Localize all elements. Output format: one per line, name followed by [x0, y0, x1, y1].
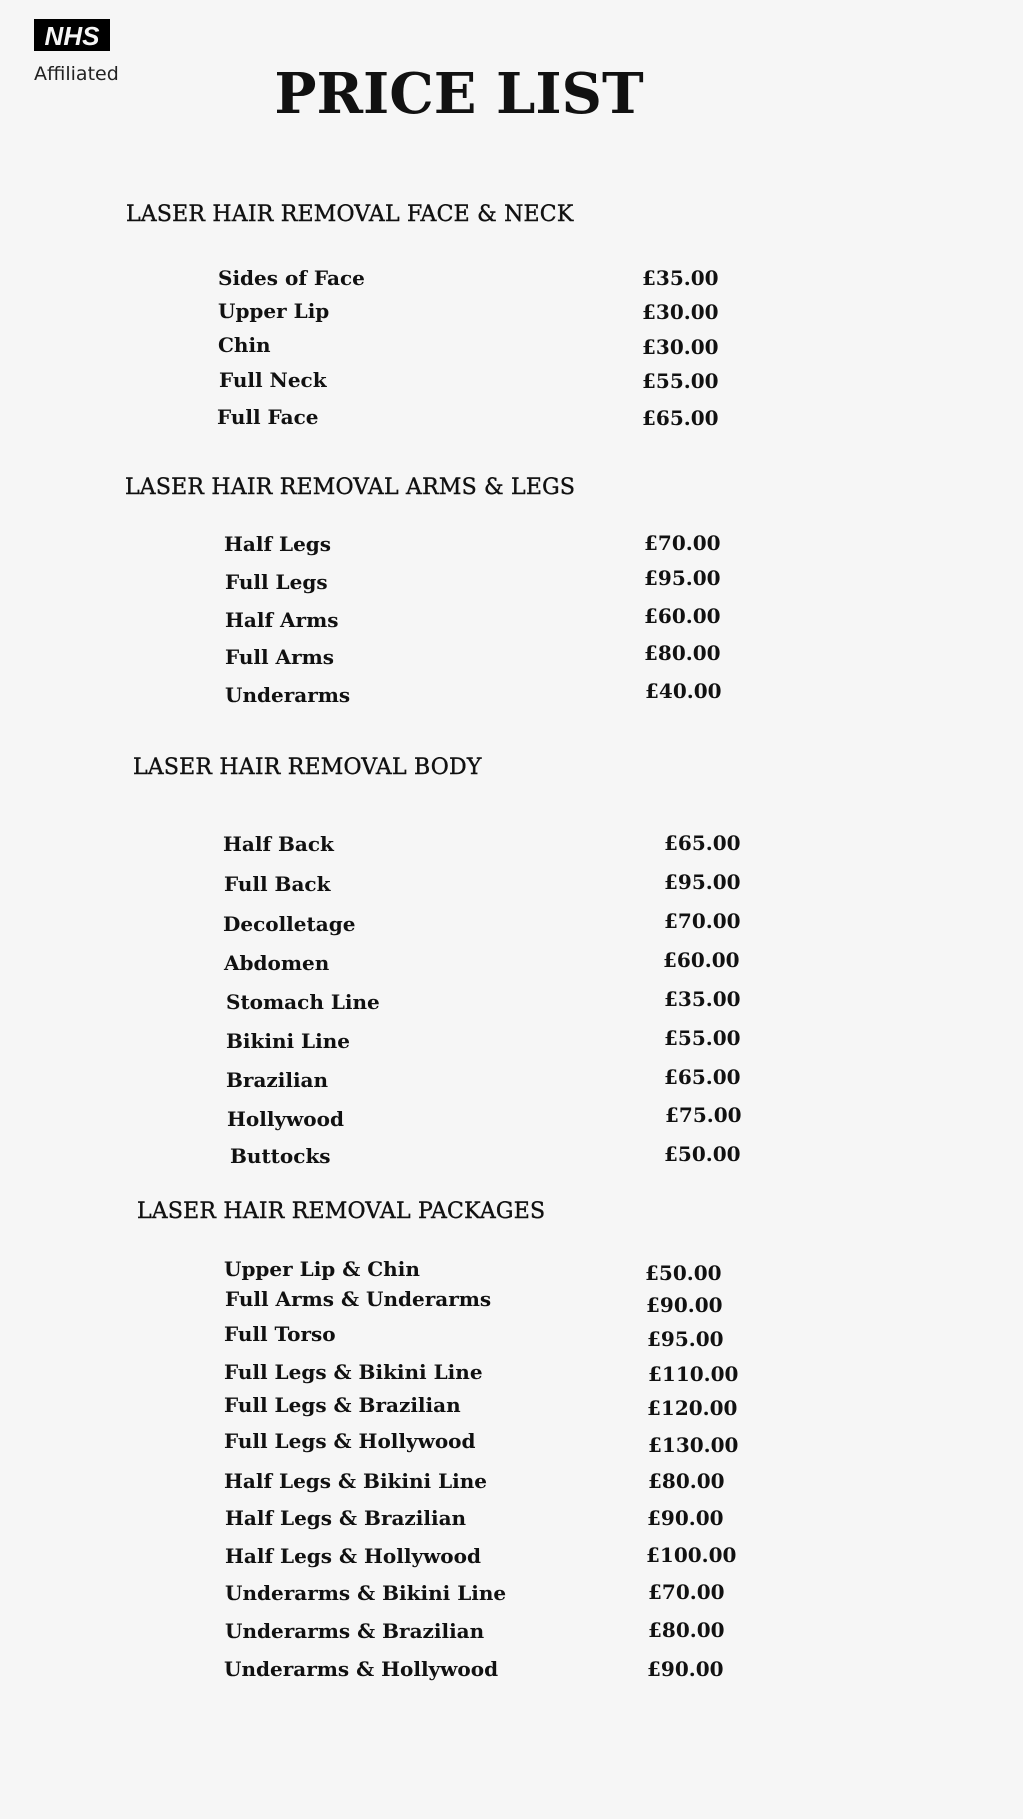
item-price: £60.00 — [644, 604, 721, 628]
item-name: Sides of Face — [218, 266, 365, 290]
item-name: Full Legs & Hollywood — [224, 1429, 476, 1453]
item-name: Hollywood — [227, 1107, 344, 1131]
item-price: £90.00 — [647, 1657, 724, 1681]
item-name: Full Arms — [225, 645, 335, 669]
item-price: £120.00 — [647, 1396, 738, 1420]
item-name: Buttocks — [230, 1144, 331, 1168]
item-name: Full Face — [217, 405, 319, 429]
section-heading-face-neck: LASER HAIR REMOVAL FACE & NECK — [126, 202, 574, 227]
item-name: Stomach Line — [226, 990, 380, 1014]
item-name: Underarms & Bikini Line — [225, 1581, 507, 1605]
item-price: £95.00 — [644, 566, 721, 590]
item-price: £55.00 — [664, 1026, 741, 1050]
item-name: Half Legs & Bikini Line — [224, 1469, 488, 1493]
item-name: Decolletage — [223, 912, 356, 936]
item-name: Half Legs & Brazilian — [225, 1506, 467, 1530]
item-name: Half Arms — [225, 608, 339, 632]
item-price: £35.00 — [642, 266, 719, 290]
item-name: Full Back — [224, 872, 331, 896]
item-price: £65.00 — [664, 1065, 741, 1089]
item-name: Chin — [218, 333, 271, 357]
item-price: £130.00 — [648, 1433, 739, 1457]
affiliated-label: Affiliated — [34, 63, 119, 85]
item-price: £70.00 — [644, 531, 721, 555]
item-name: Full Legs & Bikini Line — [224, 1360, 483, 1384]
item-name: Underarms — [225, 683, 351, 707]
item-name: Half Legs — [224, 532, 332, 556]
item-price: £50.00 — [645, 1261, 722, 1285]
item-name: Half Legs & Hollywood — [225, 1544, 481, 1568]
item-price: £65.00 — [664, 831, 741, 855]
item-price: £30.00 — [642, 300, 719, 324]
item-name: Abdomen — [224, 951, 330, 975]
item-price: £80.00 — [648, 1469, 725, 1493]
nhs-logo-text: NHS — [44, 21, 100, 51]
item-price: £80.00 — [648, 1618, 725, 1642]
section-heading-body: LASER HAIR REMOVAL BODY — [133, 755, 482, 780]
item-price: £70.00 — [648, 1580, 725, 1604]
item-name: Underarms & Brazilian — [225, 1619, 485, 1643]
item-name: Upper Lip — [218, 299, 330, 323]
item-price: £35.00 — [664, 987, 741, 1011]
item-price: £80.00 — [644, 641, 721, 665]
item-price: £90.00 — [647, 1506, 724, 1530]
item-price: £70.00 — [664, 909, 741, 933]
item-name: Brazilian — [226, 1068, 329, 1092]
item-price: £95.00 — [664, 870, 741, 894]
item-price: £95.00 — [647, 1327, 724, 1351]
item-price: £100.00 — [646, 1543, 737, 1567]
item-price: £90.00 — [646, 1293, 723, 1317]
item-price: £65.00 — [642, 406, 719, 430]
item-name: Bikini Line — [226, 1029, 350, 1053]
item-name: Underarms & Hollywood — [224, 1657, 499, 1681]
item-name: Full Arms & Underarms — [225, 1287, 492, 1311]
item-price: £60.00 — [663, 948, 740, 972]
item-name: Full Torso — [224, 1322, 336, 1346]
item-price: £50.00 — [664, 1142, 741, 1166]
item-name: Full Neck — [219, 368, 327, 392]
item-name: Half Back — [223, 832, 334, 856]
item-name: Full Legs — [225, 570, 328, 594]
item-name: Upper Lip & Chin — [224, 1257, 420, 1281]
section-heading-packages: LASER HAIR REMOVAL PACKAGES — [137, 1199, 546, 1224]
page-title: PRICE LIST — [274, 61, 644, 127]
item-price: £110.00 — [648, 1362, 739, 1386]
nhs-logo — [34, 19, 110, 51]
section-heading-arms-legs: LASER HAIR REMOVAL ARMS & LEGS — [125, 475, 576, 500]
item-name: Full Legs & Brazilian — [224, 1393, 461, 1417]
item-price: £55.00 — [642, 369, 719, 393]
item-price: £75.00 — [665, 1103, 742, 1127]
item-price: £40.00 — [645, 679, 722, 703]
item-price: £30.00 — [642, 335, 719, 359]
